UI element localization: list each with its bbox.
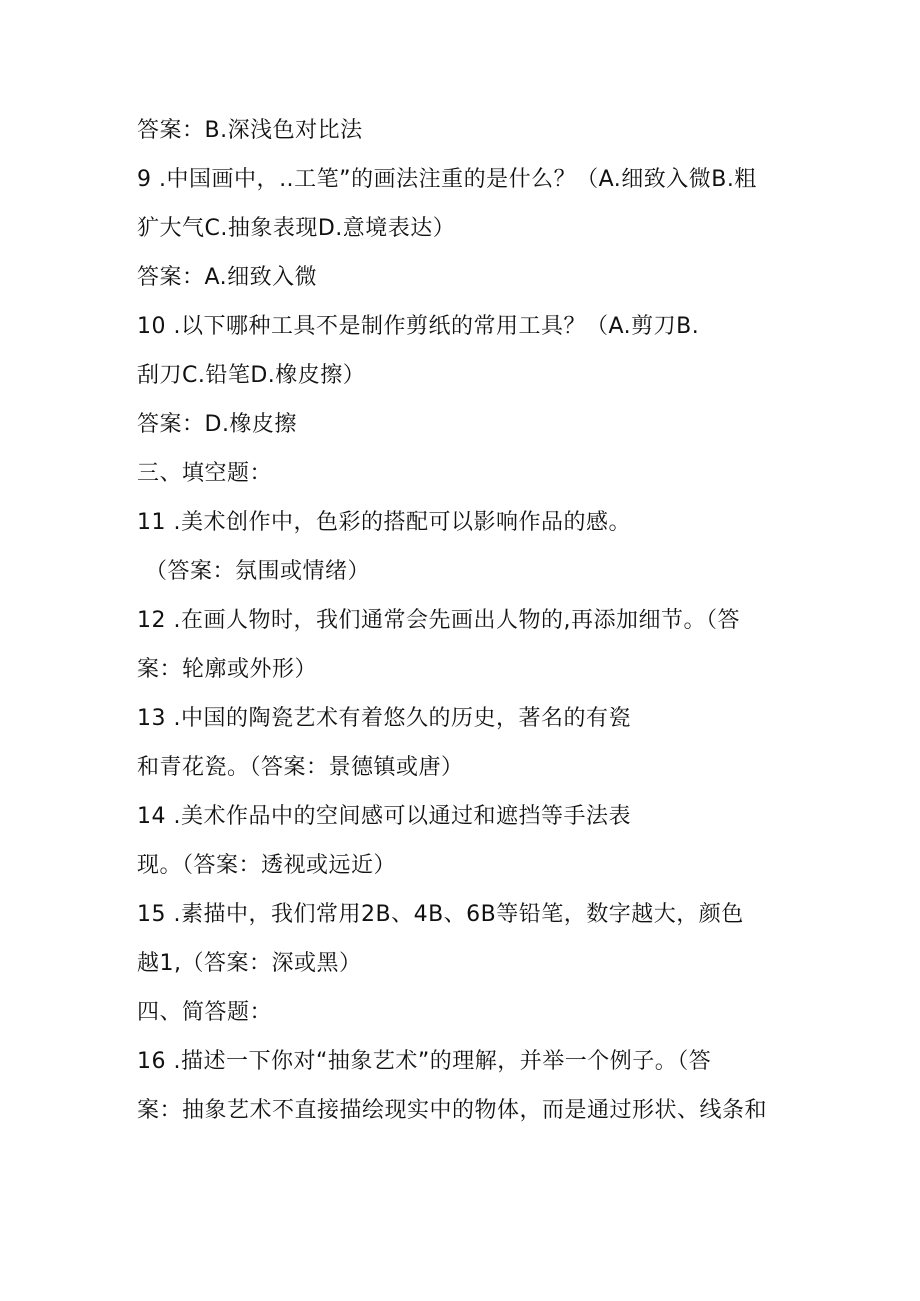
answer-line-8: 答案：B.深浅色对比法: [137, 118, 363, 143]
question-15-line-2: 越1,（答案：深或黑）: [137, 951, 362, 976]
answer-line-9: 答案：A.细致入微: [137, 265, 318, 290]
question-11-line-2: （答案：氛围或情绪）: [145, 559, 371, 584]
question-15-line-1: 15 .素描中，我们常用2B、4B、6B等铅笔，数字越大，颜色: [137, 902, 744, 927]
question-12-line-1: 12 .在画人物时，我们通常会先画出人物的,再添加细节。（答: [137, 608, 740, 633]
section-heading-short-answer: 四、简答题：: [137, 1000, 273, 1025]
question-12-line-2: 案：轮廓或外形）: [137, 657, 318, 682]
question-16-line-2: 案：抽象艺术不直接描绘现实中的物体，而是通过形状、线条和: [137, 1098, 768, 1123]
question-9-line-1: 9 .中国画中，‥工笔”的画法注重的是什么？（A.细致入微B.粗: [137, 167, 757, 192]
question-16-line-1: 16 .描述一下你对“抽象艺术”的理解，并举一个例子。（答: [137, 1049, 712, 1074]
question-9-line-2: 犷大气C.抽象表现D.意境表达）: [137, 216, 456, 241]
question-14-line-2: 现。（答案：透视或远近）: [137, 853, 397, 878]
question-10-line-2: 刮刀C.铅笔D.橡皮擦）: [137, 363, 366, 388]
question-13-line-1: 13 .中国的陶瓷艺术有着悠久的历史，著名的有瓷: [137, 706, 631, 731]
answer-line-10: 答案：D.橡皮擦: [137, 412, 297, 437]
question-14-line-1: 14 .美术作品中的空间感可以通过和遮挡等手法表: [137, 804, 631, 829]
question-11-line-1: 11 .美术创作中，色彩的搭配可以影响作品的感。: [137, 510, 631, 535]
question-13-line-2: 和青花瓷。（答案：景德镇或唐）: [137, 755, 464, 780]
section-heading-fill-in: 三、填空题：: [137, 461, 273, 486]
question-10-line-1: 10 .以下哪种工具不是制作剪纸的常用工具？（A.剪刀B.: [137, 314, 700, 339]
